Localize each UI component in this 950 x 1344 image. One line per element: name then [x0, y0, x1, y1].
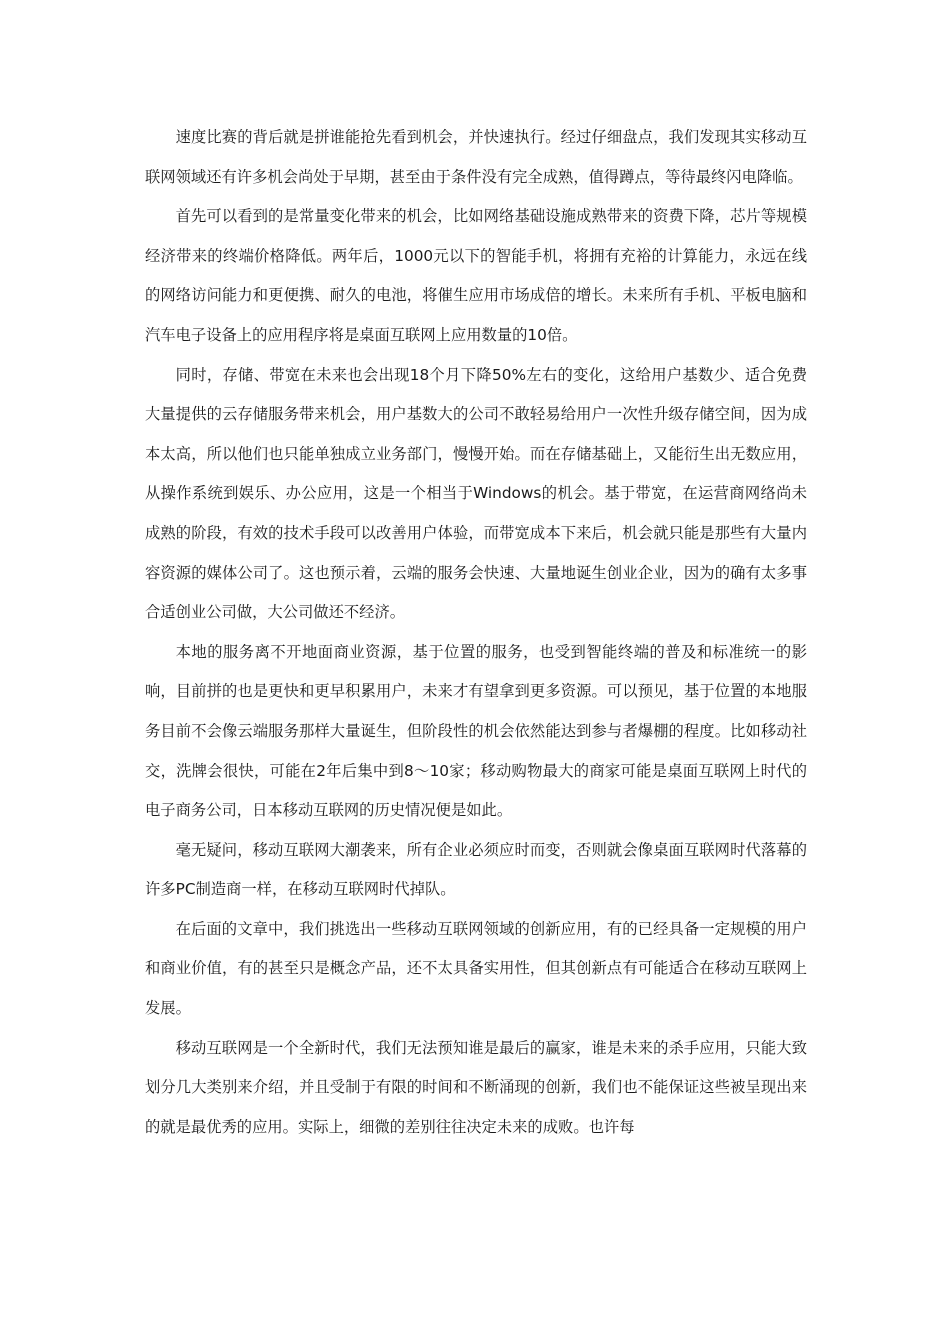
paragraph-1: 速度比赛的背后就是拼谁能抢先看到机会，并快速执行。经过仔细盘点，我们发现其实移动互联网领域还有许多机会尚处于早期，甚至由于条件没有完全成熟，值得蹲点，等待最终闪电降临。 [145, 128, 807, 186]
paragraph-7: 移动互联网是一个全新时代，我们无法预知谁是最后的赢家，谁是未来的杀手应用，只能大致划分几大类别来介绍，并且受制于有限的时间和不断涌现的创新，我们也不能保证这些被呈现出来的就是最优秀的应用。实际上，细微的差别往往决定未来的成败。也许每 [145, 1038, 807, 1136]
paragraph-5: 毫无疑问，移动互联网大潮袭来，所有企业必须应时而变，否则就会像桌面互联网时代落幕的许多PC制造商一样，在移动互联网时代掉队。 [145, 840, 807, 899]
document-body [145, 118, 807, 1147]
paragraph-2: 首先可以看到的是常量变化带来的机会，比如网络基础设施成熟带来的资费下降，芯片等规模经济带来的终端价格降低。两年后，1000元以下的智能手机，将拥有充裕的计算能力，永远在线的网络访问能力和更便携、耐久的电池，将催生应用市场成倍的增长。未来所有手机、平板电脑和汽车电子设备上的应用程序将是桌面互联网上应用数量的10倍。 [145, 207, 807, 344]
paragraph-3: 同时，存储、带宽在未来也会出现18个月下降50%左右的变化，这给用户基数少、适合免费大量提供的云存储服务带来机会，用户基数大的公司不敢轻易给用户一次性升级存储空间，因为成本太高，所以他们也只能单独成立业务部门，慢慢开始。而在存储基础上，又能衍生出无数应用，从操作系统到娱乐、办公应用，这是一个相当于Windows的机会。基于带宽，在运营商网络尚未成熟的阶段，有效的技术手段可以改善用户体验，而带宽成本下来后，机会就只能是那些有大量内容资源的媒体公司了。这也预示着，云端的服务会快速、大量地诞生创业企业，因为的确有太多事合适创业公司做，大公司做还不经济。 [145, 365, 807, 622]
paragraph-6: 在后面的文章中，我们挑选出一些移动互联网领域的创新应用，有的已经具备一定规模的用户和商业价值，有的甚至只是概念产品，还不太具备实用性，但其创新点有可能适合在移动互联网上发展。 [145, 919, 807, 1018]
paragraph-4: 本地的服务离不开地面商业资源，基于位置的服务，也受到智能终端的普及和标准统一的影响，目前拼的也是更快和更早积累用户，未来才有望拿到更多资源。可以预见，基于位置的本地服务目前不会像云端服务那样大量诞生，但阶段性的机会依然能达到参与者爆棚的程度。比如移动社交，洗牌会很快，可能在2年后集中到8～10家；移动购物最大的商家可能是桌面互联网上时代的电子商务公司，日本移动互联网的历史情况便是如此。 [145, 642, 807, 820]
